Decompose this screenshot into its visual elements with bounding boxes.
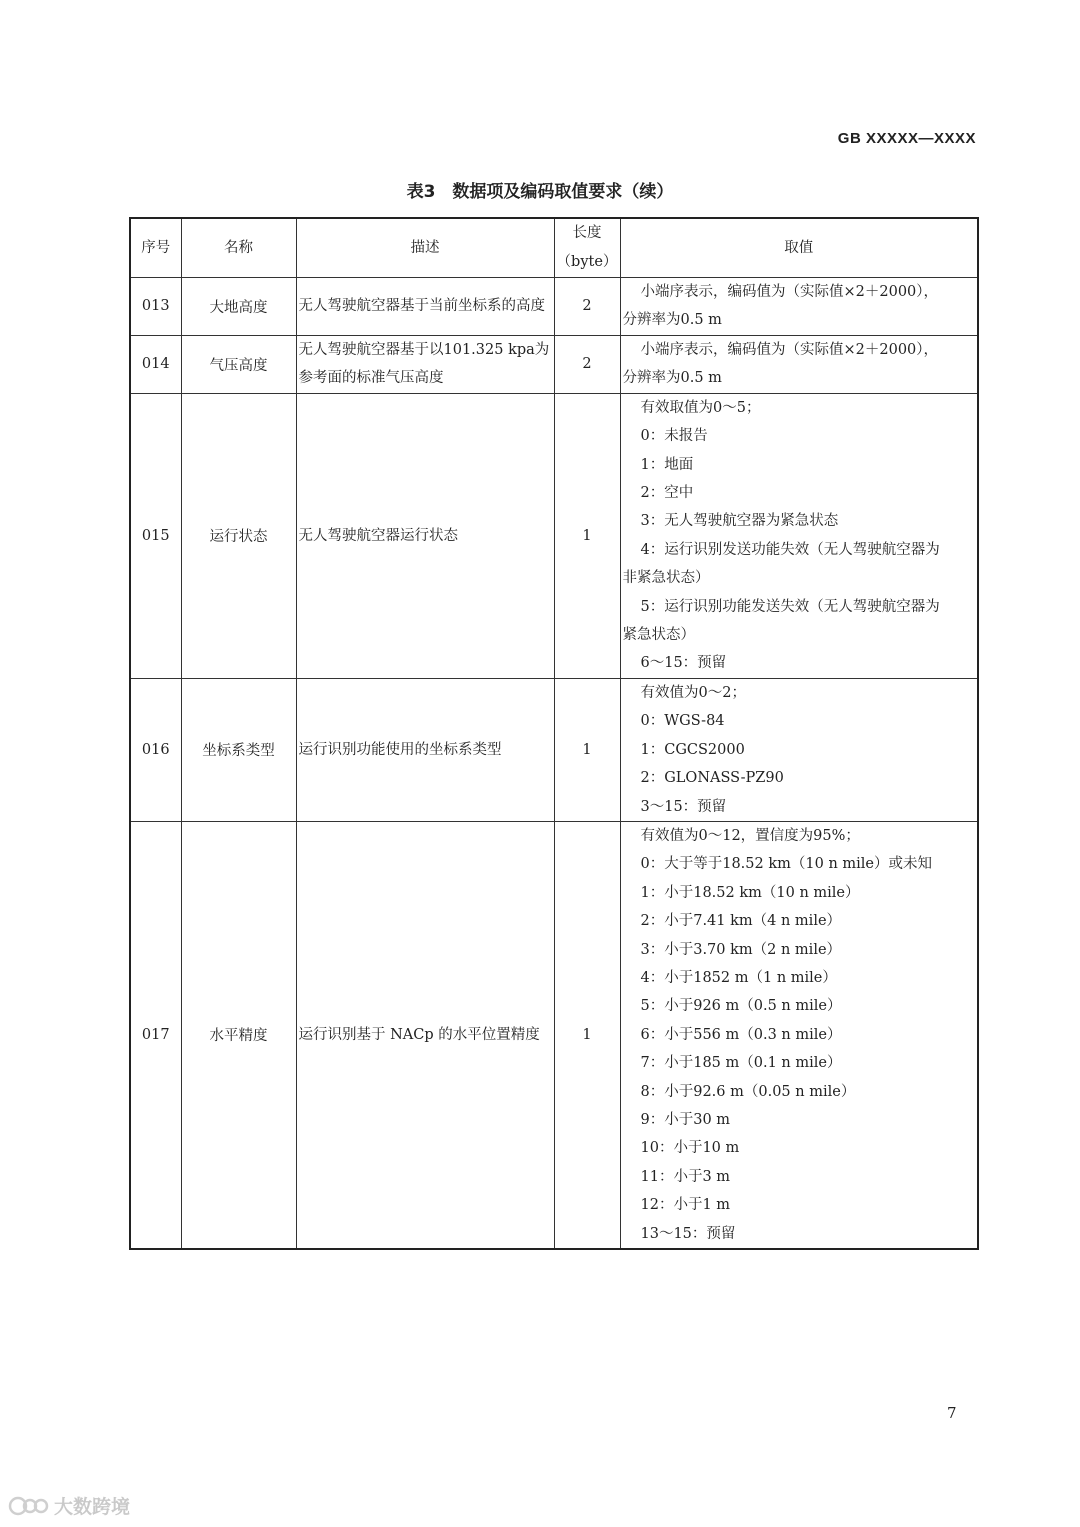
value-line: 有效值为0～12，置信度为95%； [640,827,860,844]
watermark-logo-icon [8,1495,50,1517]
table-title: 表3 数据项及编码取值要求（续） [406,182,674,202]
table-row [130,335,978,393]
standard-code: GB XXXXX—XXXX [837,130,976,147]
value-line: 10：小于10 m [640,1140,740,1157]
cell-length: 2 [554,335,620,393]
value-line: 2：GLONASS-PZ90 [640,770,784,787]
cell-value [620,678,978,821]
value-line: 4：运行识别发送功能失效（无人驾驶航空器为 [640,541,940,558]
cell-name: 气压高度 [181,335,296,393]
cell-value [620,393,978,678]
value-line: 1：地面 [640,456,694,473]
cell-value [620,335,978,393]
table-row [130,393,978,678]
cell-length: 1 [554,393,620,678]
value-line: 2：小于7.41 km（4 n mile） [640,913,842,930]
table-row [130,678,978,821]
value-line: 小端序表示，编码值为（实际值×2＋2000）， [640,284,939,300]
value-line: 9：小于30 m [640,1111,731,1128]
value-line: 5：小于926 m（0.5 n mile） [640,998,842,1015]
value-line: 有效值为0～2； [640,684,746,701]
col-header-no: 序号 [130,218,181,278]
cell-desc: 运行识别基于 NACp 的水平位置精度 [296,821,554,1249]
cell-length: 1 [554,821,620,1249]
cell-no: 016 [130,678,181,821]
cell-desc: 无人驾驶航空器运行状态 [296,393,554,678]
col-header-desc: 描述 [296,218,554,278]
value-line: 4：小于1852 m（1 n mile） [640,969,837,986]
col-header-length-line2: （byte） [556,254,618,270]
col-header-name: 名称 [181,218,296,278]
col-header-value: 取值 [620,218,978,278]
value-line: 3：小于3.70 km（2 n mile） [640,941,842,958]
value-line: 有效取值为0～5； [640,399,761,416]
value-line: 0：未报告 [640,428,708,445]
value-line: 非紧急状态） [622,570,710,587]
cell-desc: 无人驾驶航空器基于当前坐标系的高度 [296,278,554,336]
value-line: 紧急状态） [622,627,695,644]
value-line: 小端序表示，编码值为（实际值×2＋2000）， [640,341,939,358]
cell-no: 014 [130,335,181,393]
col-header-length [554,218,620,278]
table-row [130,278,978,336]
watermark [8,1492,130,1519]
value-line: 1：CGCS2000 [640,741,745,758]
value-line: 11：小于3 m [640,1168,731,1185]
value-line: 6：小于556 m（0.3 n mile） [640,1026,842,1043]
value-line: 分辨率为0.5 m [622,370,722,387]
cell-desc: 无人驾驶航空器基于以101.325 kpa为参考面的标准气压高度 [296,335,554,393]
value-line: 3～15：预留 [640,798,727,815]
value-line: 分辨率为0.5 m [622,312,722,329]
table-header-row [130,218,978,278]
cell-name: 大地高度 [181,278,296,336]
value-line: 1：小于18.52 km（10 n mile） [640,884,860,901]
cell-no: 015 [130,393,181,678]
cell-desc: 运行识别功能使用的坐标系类型 [296,678,554,821]
cell-no: 017 [130,821,181,1249]
cell-value [620,821,978,1249]
watermark-text: 大数跨境 [54,1496,131,1518]
value-line: 0：大于等于18.52 km（10 n mile）或未知 [640,856,932,873]
page-number: 7 [947,1404,957,1422]
cell-length: 2 [554,278,620,336]
value-line: 7：小于185 m（0.1 n mile） [640,1055,842,1072]
cell-name: 坐标系类型 [181,678,296,821]
value-line: 0：WGS-84 [640,713,725,730]
col-header-length-line1: 长度 [572,225,602,241]
value-line: 12：小于1 m [640,1197,731,1214]
value-line: 13～15：预留 [640,1225,736,1242]
value-line: 3：无人驾驶航空器为紧急状态 [640,513,839,530]
table-row [130,821,978,1249]
value-line: 2：空中 [640,485,694,502]
value-line: 6～15：预留 [640,655,727,672]
cell-length: 1 [554,678,620,821]
cell-name: 水平精度 [181,821,296,1249]
value-line: 5：运行识别功能发送失效（无人驾驶航空器为 [640,598,940,615]
cell-value [620,278,978,336]
cell-name: 运行状态 [181,393,296,678]
value-line: 8：小于92.6 m（0.05 n mile） [640,1083,856,1100]
data-items-table [129,217,979,1250]
cell-no: 013 [130,278,181,336]
